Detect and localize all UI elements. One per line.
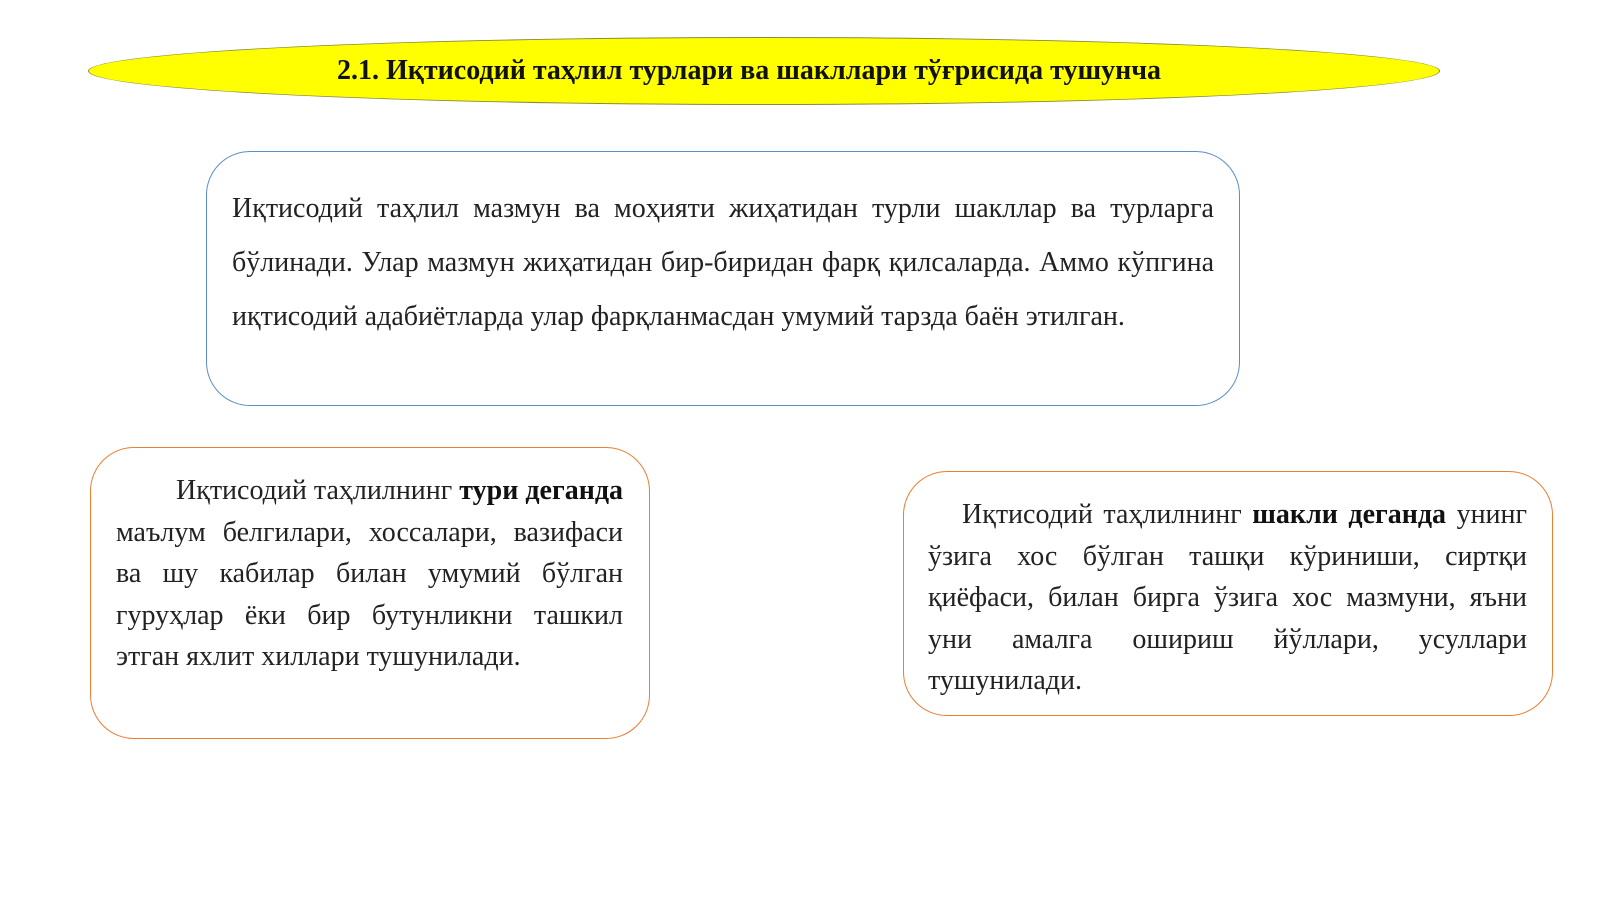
form-definition-prefix: Иқтисодий таҳлилнинг [962,499,1253,530]
type-definition-prefix: Иқтисодий таҳлилнинг [176,475,460,506]
type-definition-box [90,447,650,739]
type-definition-term: тури деганда [459,475,623,506]
definition-text: Иқтисодий таҳлил мазмун ва моҳияти жиҳатидан турли шакллар ва турларга бўлинади. Улар мазмун жиҳатидан бир-биридан фарқ қилсаларда. Аммо кўпгина иқтисодий адабиётларда улар фарқланмасдан умумий тарзда баён этилган. [232,193,1214,332]
type-definition-text: маълум белгилари, хоссалари, вазифаси ва шу кабилар билан умумий бўлган гуруҳлар ёки бир бутунликни ташкил этган яхлит хиллари тушунилади. [116,516,623,672]
definition-box [206,151,1240,406]
page-title: 2.1. Иқтисодий таҳлил турлари ва шакллари тўғрисида тушунча [336,55,1162,86]
form-definition-term: шакли деганда [1252,499,1447,530]
title-banner [88,37,1440,105]
form-definition-text: унинг ўзига хос бўлган ташқи кўриниши, сиртқи қиёфаси, билан бирга ўзига хос мазмуни, яъни уни амалга ошириш йўллари, усуллари тушунилади. [928,499,1528,696]
form-definition-box [903,471,1553,716]
